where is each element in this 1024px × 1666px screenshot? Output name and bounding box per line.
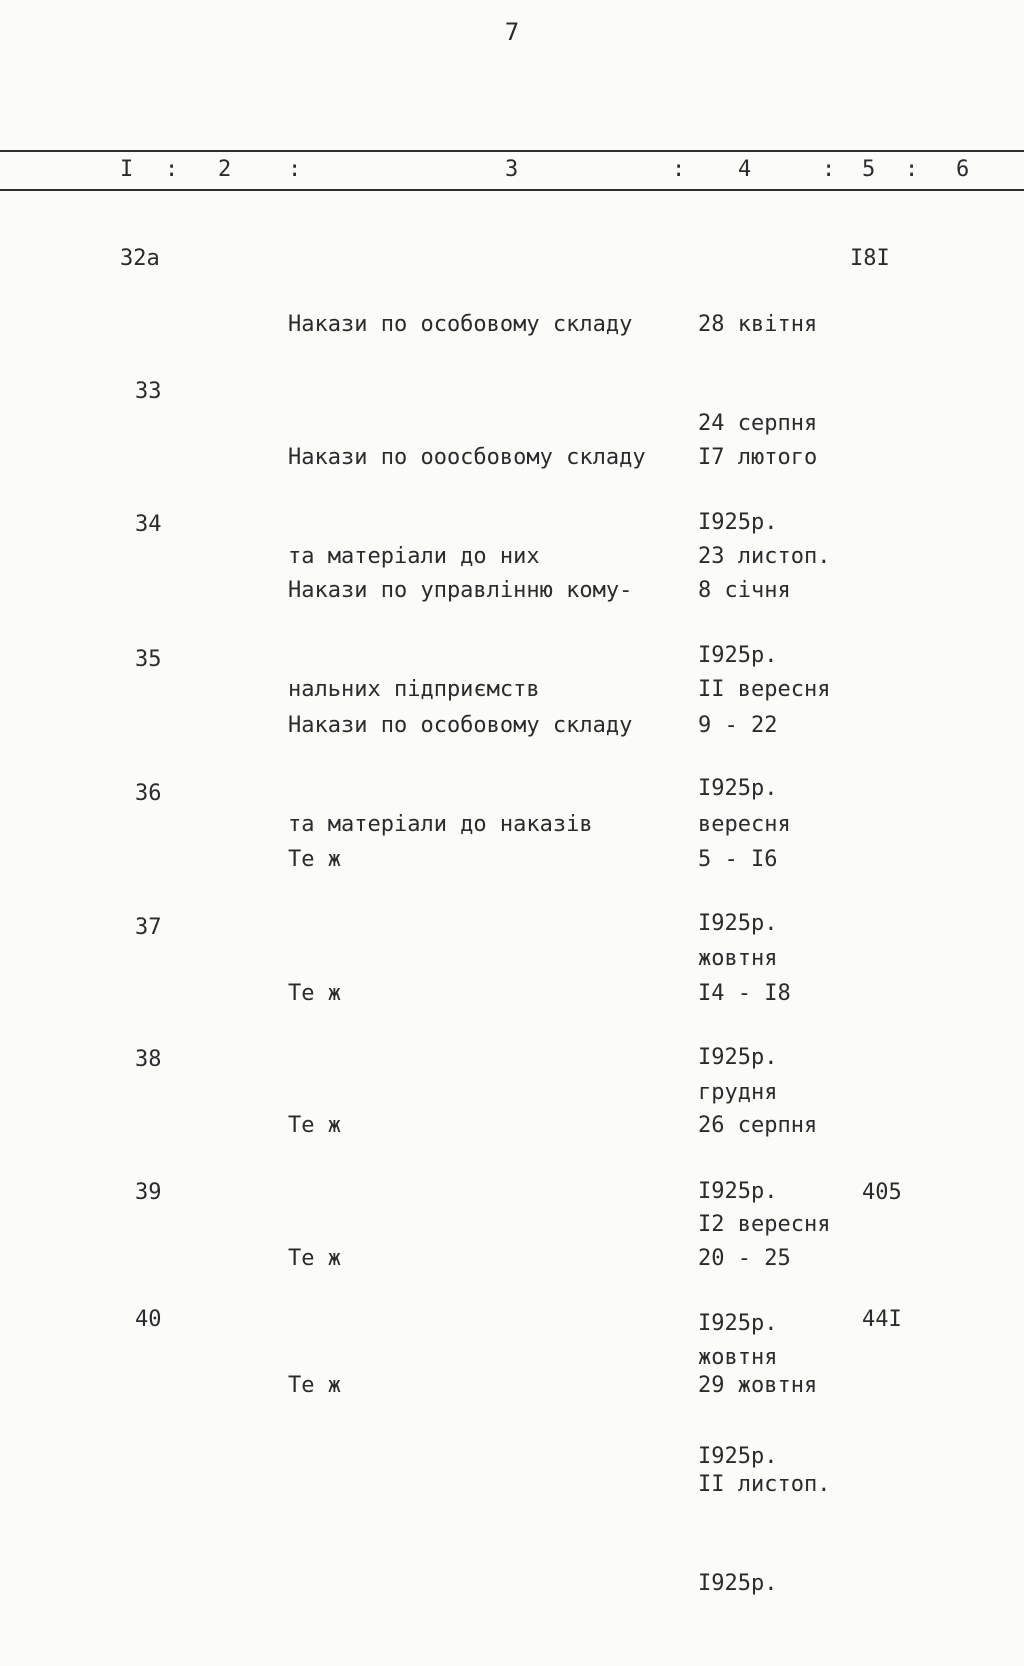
date-line: жовтня — [698, 946, 778, 971]
row-number: 36 — [135, 781, 162, 806]
title-line: нальних підприємств — [288, 677, 540, 702]
row-sheets: I8I — [850, 246, 890, 271]
date-line: II вересня — [698, 677, 831, 702]
date-line: I7 лютого — [698, 445, 818, 470]
date-line: I925р. — [698, 776, 778, 801]
row-sheets: 44I — [862, 1307, 902, 1332]
header-col-6: 6 — [956, 157, 970, 182]
date-line: 5 - I6 — [698, 847, 778, 872]
title-line: Накази по особовому складу — [288, 713, 633, 738]
date-line: I925р. — [698, 1571, 778, 1596]
header-top-rule — [0, 150, 1024, 152]
title-line: Те ж — [288, 1113, 341, 1138]
row-number: 35 — [135, 647, 162, 672]
title-line: та матеріали до наказів — [288, 812, 593, 837]
header-col-2: 2 — [218, 157, 232, 182]
row-date — [698, 1303, 858, 1666]
row-number: 37 — [135, 915, 162, 940]
header-col-1: I — [120, 157, 134, 182]
header-separator: : — [288, 157, 302, 182]
date-line: 24 серпня — [698, 411, 818, 436]
row-number: 38 — [135, 1047, 162, 1072]
date-line: I925р. — [698, 1045, 778, 1070]
header-separator: : — [672, 157, 686, 182]
header-bottom-rule — [0, 189, 1024, 191]
date-line: 8 січня — [698, 578, 791, 603]
date-line: грудня — [698, 1080, 778, 1105]
row-number: 32a — [120, 246, 160, 271]
row-number: 39 — [135, 1180, 162, 1205]
header-col-5: 5 — [862, 157, 876, 182]
header-separator: : — [165, 157, 179, 182]
row-title — [288, 1303, 668, 1468]
table-header — [0, 155, 1024, 185]
date-line: I4 - I8 — [698, 981, 791, 1006]
row-sheets: 405 — [862, 1180, 902, 1205]
date-line: I2 вересня — [698, 1212, 831, 1237]
title-line: Те ж — [288, 1246, 341, 1271]
row-number: 40 — [135, 1307, 162, 1332]
page-number: 7 — [504, 18, 520, 46]
date-line: I925р. — [698, 1311, 778, 1336]
row-number: 34 — [135, 512, 162, 537]
title-line: Накази по управлінню кому- — [288, 578, 633, 603]
date-line: 26 серпня — [698, 1113, 818, 1138]
date-line: II листоп. — [698, 1472, 831, 1497]
title-line: Накази по ооосбовому складу — [288, 445, 646, 470]
date-line: 9 - 22 — [698, 713, 778, 738]
date-line: 20 - 25 — [698, 1246, 791, 1271]
header-col-3: 3 — [505, 157, 519, 182]
header-col-4: 4 — [738, 157, 752, 182]
title-line: Те ж — [288, 981, 341, 1006]
date-line: 23 листоп. — [698, 544, 831, 569]
header-separator: : — [822, 157, 836, 182]
date-line: I925р. — [698, 911, 778, 936]
title-line: Накази по особовому складу — [288, 312, 633, 337]
row-number: 33 — [135, 379, 162, 404]
date-line: жовтня — [698, 1345, 778, 1370]
date-line: I925р. — [698, 643, 778, 668]
date-line: 28 квітня — [698, 312, 818, 337]
title-line: Те ж — [288, 847, 341, 872]
date-line: 29 жовтня — [698, 1373, 818, 1398]
title-line: та матеріали до них — [288, 544, 540, 569]
header-separator: : — [905, 157, 919, 182]
date-line: I925р. — [698, 1444, 778, 1469]
date-line: I925р. — [698, 510, 778, 535]
date-line: I925р. — [698, 1179, 778, 1204]
date-line: вересня — [698, 812, 791, 837]
title-line: Те ж — [288, 1373, 341, 1398]
